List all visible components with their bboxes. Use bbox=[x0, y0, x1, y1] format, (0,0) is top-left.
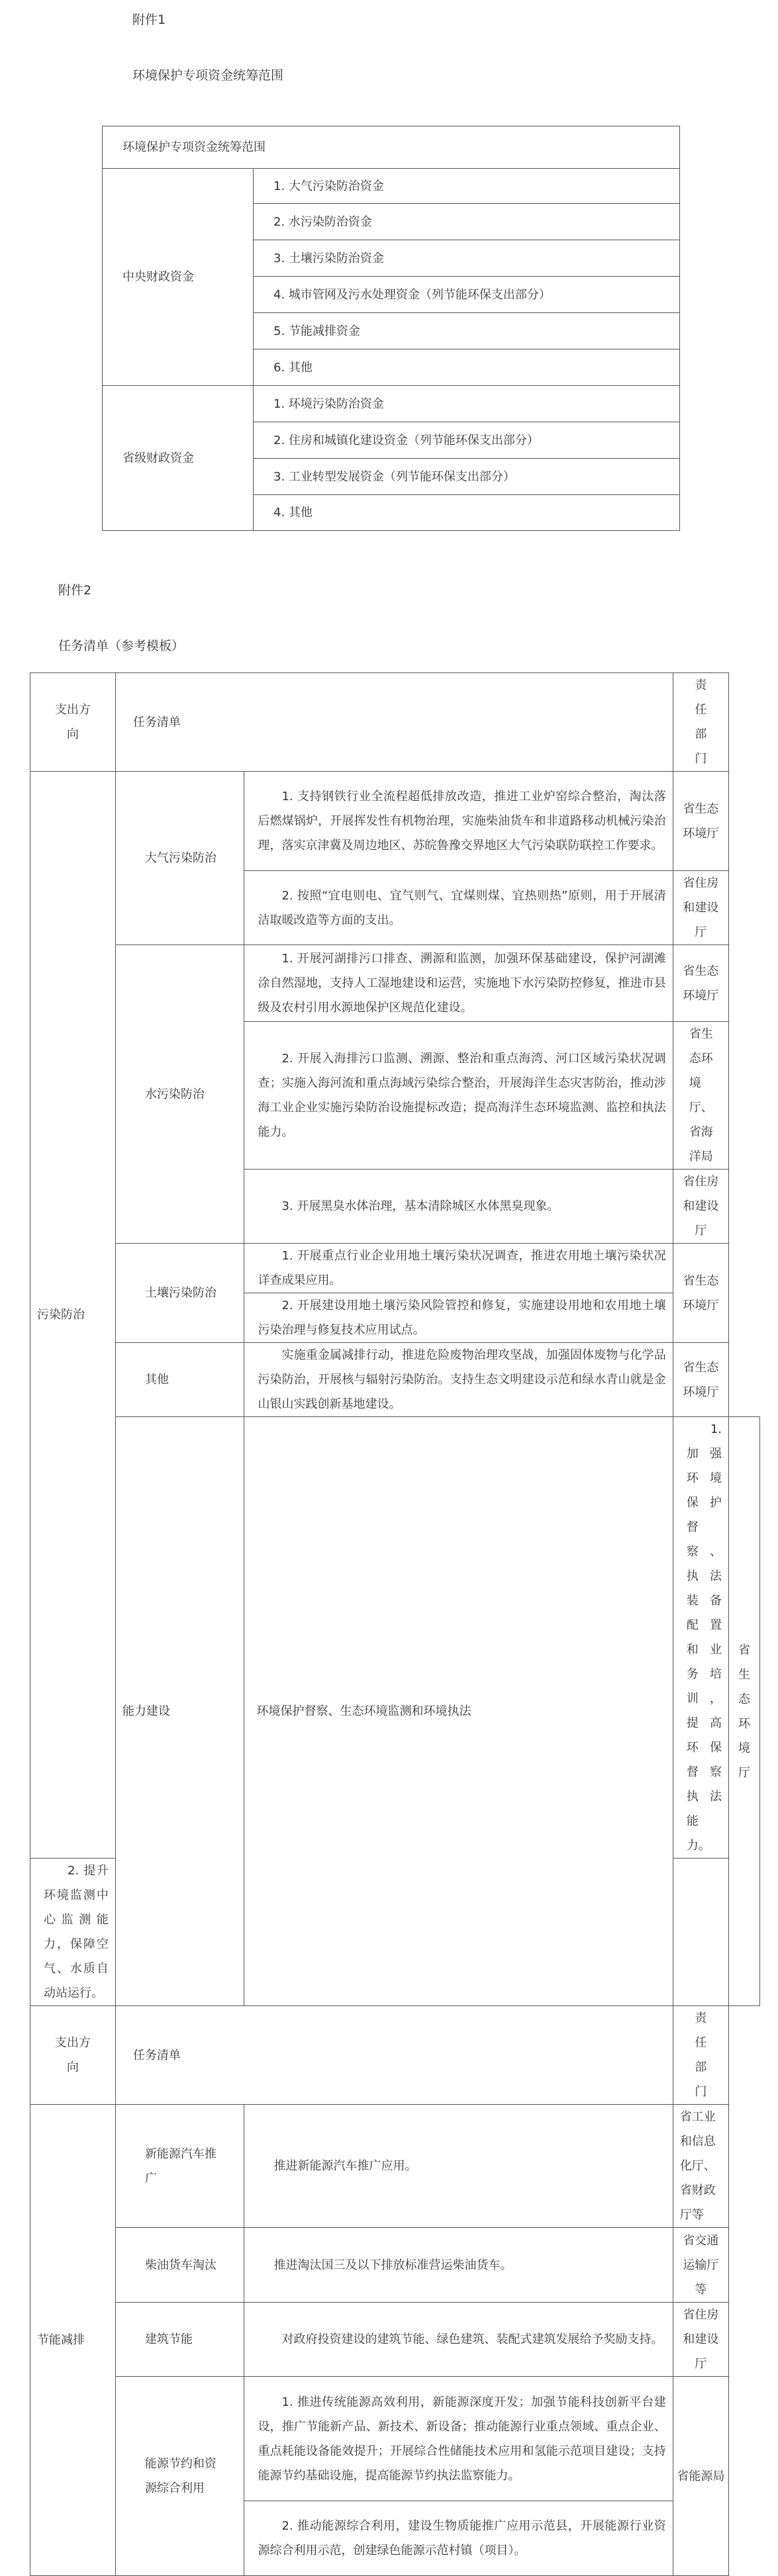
dept-text: 省住房和建设厅 bbox=[673, 1170, 728, 1244]
annex1-subtitle: 环境保护专项资金统筹范围 bbox=[132, 68, 284, 83]
list-item: 2. 住房和城镇化建设资金（列节能环保支出部分） bbox=[254, 422, 680, 459]
dept-text: 省交通运输厅等 bbox=[673, 2228, 728, 2303]
list-item: 6. 其他 bbox=[254, 349, 680, 386]
header-dept: 责任部门 bbox=[673, 673, 728, 772]
direction-pollution: 污染防治 bbox=[30, 772, 116, 1859]
task-text: 推进新能源汽车推广应用。 bbox=[244, 2105, 673, 2228]
task-text: 2. 提升环境监测中心监测能力，保障空气、水质自动站运行。 bbox=[30, 1859, 116, 2006]
annex2-label: 附件2 bbox=[58, 583, 92, 598]
task-text: 对政府投资建设的建筑节能、绿色建筑、装配式建筑发展给予奖励支持。 bbox=[244, 2303, 673, 2377]
direction-energy: 节能减排 bbox=[30, 2105, 116, 2576]
task-text: 1. 支持钢铁行业全流程超低排放改造，推进工业炉窑综合整治，淘汰落后燃煤锅炉，开展挥发性有机物治理，实施柴油货车和非道路移动机械污染治理，落实京津冀及周边地区、苏皖鲁豫交界地区大气污染联防联控工作要求。 bbox=[244, 772, 673, 871]
task-text: 1. 加强环境保护督察、执法装备配置和业务培训，提高环保督察执法能力。 bbox=[673, 1417, 728, 1859]
header-direction: 支出方向 bbox=[30, 2006, 116, 2105]
dept-text: 省工业和信息化厅、省财政厅等 bbox=[673, 2105, 728, 2228]
dept-text: 省生态环境厅 bbox=[729, 1417, 760, 2006]
task-text: 2. 按照“宜电则电、宜气则气、宜煤则煤、宜热则热”原则，用于开展清洁取暖改造等方面的支出。 bbox=[244, 871, 673, 945]
dept-text: 省生态环境厅 bbox=[673, 945, 728, 1022]
category-building: 建筑节能 bbox=[115, 2303, 244, 2377]
dept-text: 省能源局 bbox=[673, 2377, 728, 2576]
header-tasks: 任务清单 bbox=[115, 2006, 673, 2105]
annex1-label: 附件1 bbox=[132, 13, 166, 27]
annex2-subtitle: 任务清单（参考模板） bbox=[58, 639, 185, 653]
list-item: 4. 城市管网及污水处理资金（列节能环保支出部分） bbox=[254, 277, 680, 313]
dept-text: 省生态环境厅 bbox=[673, 772, 728, 871]
category-soil: 土壤污染防治 bbox=[115, 1244, 244, 1343]
header-direction: 支出方向 bbox=[30, 673, 116, 772]
list-item: 2. 水污染防治资金 bbox=[254, 204, 680, 240]
header-tasks: 任务清单 bbox=[115, 673, 673, 772]
task-text: 实施重金属减排行动，推进危险废物治理攻坚战，加强固体废物与化学品污染防治，开展核与辐射污染防治。支持生态文明建设示范和绿水青山就是金山银山实践创新基地建设。 bbox=[244, 1343, 673, 1417]
task-text: 2. 开展入海排污口监测、溯源、整治和重点海湾、河口区域污染状况调查；实施入海河流和重点海域污染综合整治，开展海洋生态灾害防治，推动涉海工业企业实施污染防治设施提标改造；提高海洋生态环境监测、监控和执法能力。 bbox=[244, 1022, 673, 1170]
dept-text: 省生态环境厅、省海洋局 bbox=[673, 1022, 728, 1170]
task-text: 1. 推进传统能源高效利用，新能源深度开发；加强节能科技创新平台建设，推广节能新产品、新技术、新设备；推动能源行业重点领域、重点企业、重点耗能设备能效提升；开展综合性储能技术应用和氢能示范项目建设；支持能源节约基础设施，提高能源节约执法监察能力。 bbox=[244, 2377, 673, 2501]
list-item: 3. 工业转型发展资金（列节能环保支出部分） bbox=[254, 459, 680, 495]
category-diesel: 柴油货车淘汰 bbox=[115, 2228, 244, 2303]
list-item: 4. 其他 bbox=[254, 495, 680, 531]
dept-text: 省生态环境厅 bbox=[673, 1244, 728, 1343]
dept-text: 省住房和建设厅 bbox=[673, 871, 728, 945]
header-dept: 责任部门 bbox=[673, 2006, 728, 2105]
annex1-table-title: 环境保护专项资金统筹范围 bbox=[103, 126, 680, 169]
task-text: 2. 开展建设用地土壤污染风险管控和修复，实施建设用地和农用地土壤污染治理与修复技术应用试点。 bbox=[244, 1293, 673, 1343]
dept-text: 省生态环境厅 bbox=[673, 1343, 728, 1417]
list-item: 5. 节能减排资金 bbox=[254, 313, 680, 349]
direction-capacity: 能力建设 bbox=[115, 1417, 244, 2006]
category-resource: 能源节约和资源综合利用 bbox=[115, 2377, 244, 2576]
group-name: 省级财政资金 bbox=[103, 386, 254, 531]
list-item: 3. 土壤污染防治资金 bbox=[254, 240, 680, 277]
annex2-table bbox=[30, 672, 760, 2576]
task-text: 1. 开展河湖排污口排查、溯源和监测，加强环保基础建设，保护河湖滩涂自然湿地，支持人工湿地建设和运营，实施地下水污染防控修复，推进市县级及农村引用水源地保护区规范化建设。 bbox=[244, 945, 673, 1022]
category-capacity: 环境保护督察、生态环境监测和环境执法 bbox=[244, 1417, 673, 2006]
list-item: 1. 环境污染防治资金 bbox=[254, 386, 680, 422]
category-water: 水污染防治 bbox=[115, 945, 244, 1244]
task-text: 推进淘汰国三及以下排放标准营运柴油货车。 bbox=[244, 2228, 673, 2303]
dept-text: 省住房和建设厅 bbox=[673, 2303, 728, 2377]
task-text: 1. 开展重点行业企业用地土壤污染状况调查，推进农用地土壤污染状况详查成果应用。 bbox=[244, 1244, 673, 1293]
list-item: 1. 大气污染防治资金 bbox=[254, 169, 680, 204]
category-nev: 新能源汽车推广 bbox=[115, 2105, 244, 2228]
task-text: 2. 推动能源综合利用，建设生物质能推广应用示范县，开展能源行业资源综合利用示范，创建绿色能源示范村镇（项目）。 bbox=[244, 2501, 673, 2576]
task-text: 3. 开展黑臭水体治理，基本清除城区水体黑臭现象。 bbox=[244, 1170, 673, 1244]
annex1-table bbox=[102, 126, 680, 531]
group-name: 中央财政资金 bbox=[103, 169, 254, 386]
category-air: 大气污染防治 bbox=[115, 772, 244, 945]
category-other: 其他 bbox=[115, 1343, 244, 1417]
